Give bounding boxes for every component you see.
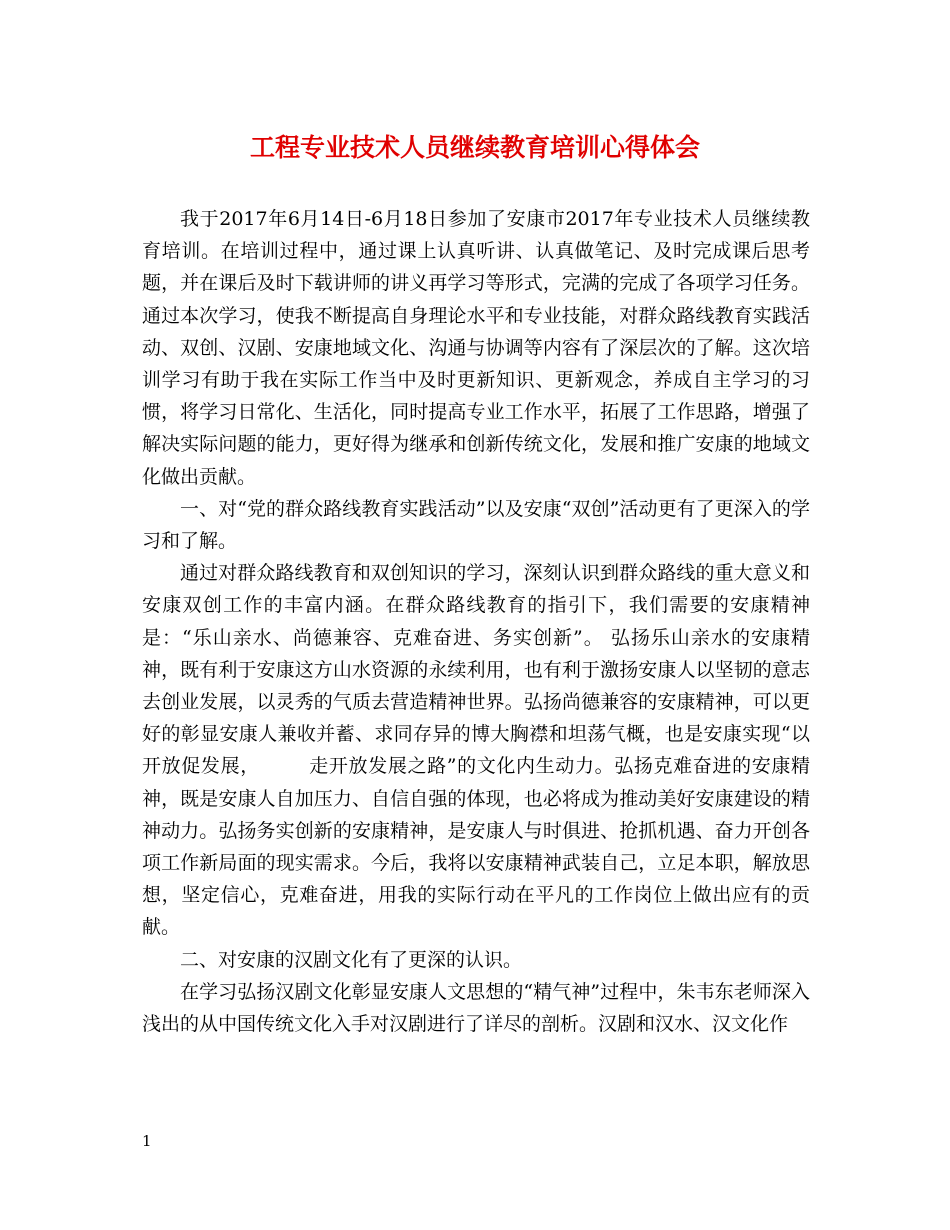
- page-title: 工程专业技术人员继续教育培训心得体会: [249, 133, 700, 162]
- paragraph-section-1: 通过对群众路线教育和双创知识的学习，深刻认识到群众路线的重大意义和安康双创工作的丰富内涵。在群众路线教育的指引下，我们需要的安康精神是：“乐山亲水、尚德兼容、克难奋进、务实创新”。 弘扬乐山亲水的安康精神，既有利于安康这方山水资源的永续利用，也有利于激扬安康人以坚韧的意志去创业发展，以灵秀的气质去营造精神世界。弘扬尚德兼容的安康精神，可以更好的彰显安康人兼收并蓄、求同存异的博大胸襟和坦荡气概，也是安康实现“以开放促发展， 走开放发展之路”的文化内生动力。弘扬克难奋进的安康精神，既是安康人自加压力、自信自强的体现，也必将成为推动美好安康建设的精神动力。弘扬务实创新的安康精神，是安康人与时俱进、抢抓机遇、奋力开创各项工作新局面的现实需求。今后，我将以安康精神武装自己，立足本职，解放思想，坚定信心，克难奋进，用我的实际行动在平凡的工作岗位上做出应有的贡献。: [142, 562, 810, 939]
- page-number: 1: [142, 1132, 152, 1150]
- section-heading-1: 一、对“党的群众路线教育实践活动”以及安康“双创”活动更有了更深入的学习和了解。: [142, 497, 810, 553]
- paragraph-intro: 我于2017年6月14日-6月18日参加了安康市2017年专业技术人员继续教育培训。在培训过程中，通过课上认真听讲、认真做笔记、及时完成课后思考题，并在课后及时下载讲师的讲义再学习等形式，完满的完成了各项学习任务。通过本次学习，使我不断提高自身理论水平和专业技能，对群众路线教育实践活动、双创、汉剧、安康地域文化、沟通与协调等内容有了深层次的了解。这次培训学习有助于我在实际工作当中及时更新知识、更新观念，养成自主学习的习惯，将学习日常化、生活化，同时提高专业工作水平，拓展了工作思路，增强了解决实际问题的能力，更好得为继承和创新传统文化，发展和推广安康的地域文化做出贡献。: [142, 208, 810, 488]
- paragraph-section-2: 在学习弘扬汉剧文化彰显安康人文思想的“精气神”过程中，朱韦东老师深入浅出的从中国传统文化入手对汉剧进行了详尽的剖析。汉剧和汉水、汉文化作: [142, 980, 810, 1036]
- section-heading-2: 二、对安康的汉剧文化有了更深的认识。: [180, 948, 523, 971]
- document-body: [142, 203, 810, 1040]
